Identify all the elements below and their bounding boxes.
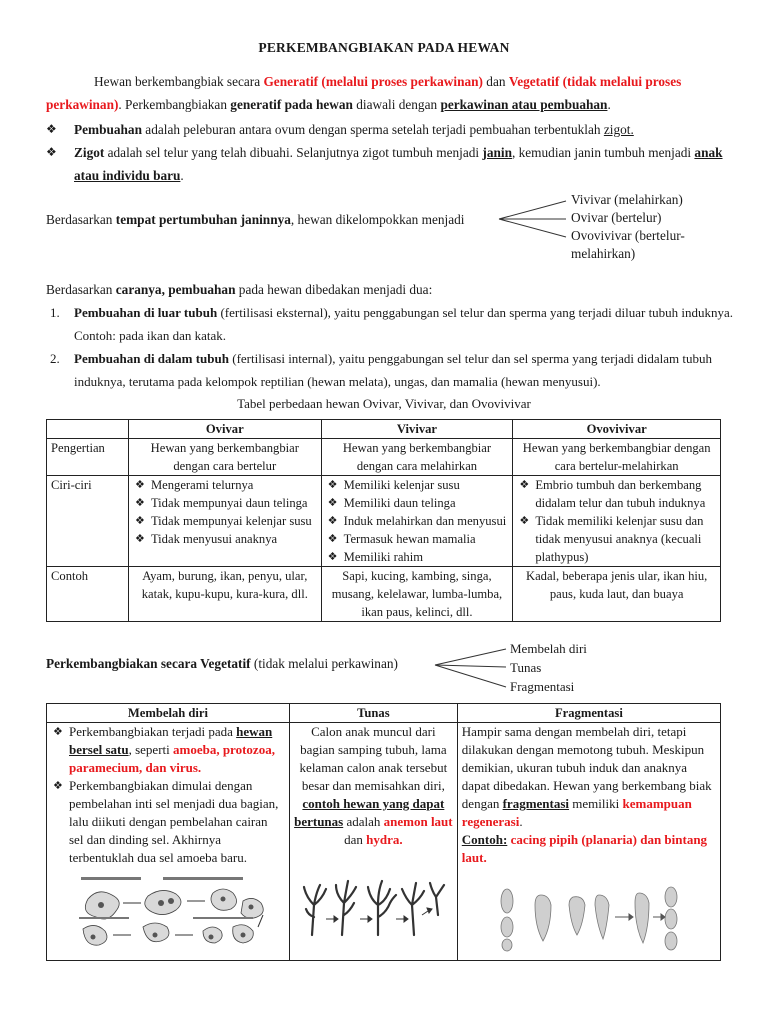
item-term: Pembuahan di luar tubuh (74, 305, 218, 320)
text: Hampir sama dengan membelah diri, tetapi dilakukan dengan memotong tubuh. Meskipun demikian, ukuran tubuh induk dan anaknya dapat dibedakan. Hewan yang berkembang biak dengan (461, 724, 712, 811)
list-item-text: Tidak mempunyai daun telinga (150, 496, 308, 510)
item-text: (fertilisasi internal), yaitu penggabungan sel telur dan sel sperma yang terjadi didalam tubuh induknya, terutama pada kelompok reptilian (hewan melata), ungas, dan mamalia (hewan menyusui). (74, 351, 713, 389)
text: adalah (343, 814, 384, 829)
list-item-text: Tidak menyusui anaknya (150, 532, 278, 546)
row-label: Ciri-ciri (47, 476, 129, 567)
page-title: PERKEMBANGBIAKAN PADA HEWAN (258, 40, 510, 55)
contoh-label: Contoh: (461, 832, 508, 847)
diamond-bullet-icon: ❖ (327, 532, 338, 545)
vegetatif-term: Vegetatif (tidak melalui proses perkawinan) (46, 74, 682, 112)
classification-post: , hewan dikelompokkan menjadi (290, 212, 465, 227)
diamond-bullet-icon: ❖ (134, 532, 145, 545)
header-membelah: Membelah diri (47, 704, 290, 723)
text-bold: hewan bersel satu (69, 724, 273, 757)
intro-text: . Perkembangbiakan (118, 97, 231, 112)
class-item-vivivar: Vivivar (melahirkan) (571, 192, 683, 207)
list-item-text: Termasuk hewan mamalia (343, 532, 476, 546)
zigot-term: zigot. (603, 122, 634, 137)
text: memiliki (569, 796, 623, 811)
list-item-text: Tidak mempunyai kelenjar susu (150, 514, 312, 528)
diamond-bullet-icon: ❖ (53, 725, 63, 738)
table1-caption: Tabel perbedaan hewan Ovivar, Vivivar, dan Ovovivivar (237, 396, 531, 411)
vegetatif-bold: Perkembangbiakan secara Vegetatif (46, 656, 251, 671)
header-vivivar: Vivivar (321, 420, 513, 439)
item-number: 1. (50, 305, 60, 320)
text: Perkembangbiakan terjadi pada (69, 724, 237, 739)
text: dan (344, 832, 367, 847)
list-item (51, 777, 285, 867)
vegetatif-table (46, 703, 721, 961)
diamond-bullet-icon: ❖ (327, 514, 338, 527)
text-red: kemampuan regenerasi (461, 796, 692, 829)
intro-text: Hewan berkembangbiak secara (94, 74, 264, 89)
diamond-bullet-icon: ❖ (46, 122, 57, 136)
item-text: (fertilisasi eksternal), yaitu penggabungan sel telur dan sperma yang terjadi diluar tubuh induknya. Contoh: pada ikan dan katak. (74, 305, 734, 343)
text: . (519, 814, 523, 829)
header-fragmentasi: Fragmentasi (457, 704, 720, 723)
classification-pre: Berdasarkan (46, 212, 116, 227)
fert-bold: caranya, pembuahan (115, 282, 236, 297)
cell-tunas (289, 723, 457, 961)
list-item (51, 723, 285, 777)
cell-pengertian-ovovivivar: Hewan yang berkembangbiar dengan cara bertelur-melahirkan (513, 439, 721, 476)
diamond-bullet-icon: ❖ (519, 514, 530, 527)
header-ovovivivar: Ovovivivar (513, 420, 721, 439)
text: , seperti (128, 742, 173, 757)
bullet-term: Pembuahan (74, 122, 142, 137)
diamond-bullet-icon: ❖ (519, 478, 530, 491)
generatif-hewan-term: generatif pada hewan (230, 97, 353, 112)
cell-pengertian-ovivar: Hewan yang berkembangbiar dengan cara bertelur (128, 439, 321, 476)
anak-term: anak atau individu baru (74, 145, 723, 183)
text-red: anemon laut (383, 814, 453, 829)
list-item-text: Memiliki kelenjar susu (343, 478, 460, 492)
diamond-bullet-icon: ❖ (134, 496, 145, 509)
text-red: amoeba, protozoa, paramecium, dan virus. (69, 742, 275, 775)
diamond-bullet-icon: ❖ (46, 145, 57, 159)
veg-item-membelah: Membelah diri (510, 641, 587, 656)
text-bold: fragmentasi (502, 796, 570, 811)
intro-text: diawali dengan (352, 97, 441, 112)
generatif-term: Generatif (melalui proses perkawinan) (263, 74, 483, 89)
planaria-fragmentation-illustration (489, 883, 689, 953)
text: Perkembangbiakan dimulai dengan pembelahan inti sel menjadi dua bagian, lalu diikuti dengan pembelahan cairan sel dan dinding sel. Akhirnya terbentuklah dua sel amoeba baru. (69, 778, 279, 865)
class-item-ovovivivar: Ovovivivar (bertelur-melahirkan) (571, 228, 685, 261)
text-red: hydra. (366, 832, 403, 847)
cell-contoh-ovovivivar: Kadal, beberapa jenis ular, ikan hiu, paus, kuda laut, dan buaya (513, 567, 721, 622)
janin-term: janin (482, 145, 512, 160)
list-item-text: Embrio tumbuh dan berkembang didalam telur dan tubuh induknya (535, 478, 706, 510)
row-label: Pengertian (47, 439, 129, 476)
diamond-bullet-icon: ❖ (327, 478, 338, 491)
diamond-bullet-icon: ❖ (134, 478, 145, 491)
intro-text: . (607, 97, 611, 112)
bullet-term: Zigot (74, 145, 105, 160)
text: Calon anak muncul dari bagian samping tubuh, lama kelaman calon anak tersebut besar dan memisahkan diri, (299, 724, 448, 793)
fert-post: pada hewan dibedakan menjadi dua: (235, 282, 433, 297)
header-ovivar: Ovivar (128, 420, 321, 439)
amoeba-division-illustration (53, 871, 283, 951)
diamond-bullet-icon: ❖ (134, 514, 145, 527)
classification-bold: tempat pertumbuhan janinnya (115, 212, 291, 227)
cell-membelah (47, 723, 290, 961)
list-item-text: Memiliki daun telinga (343, 496, 456, 510)
bullet-text: , kemudian janin tumbuh menjadi (511, 145, 695, 160)
header-tunas: Tunas (289, 704, 457, 723)
vegetatif-post: (tidak melalui perkawinan) (250, 656, 398, 671)
list-item-text: Memiliki rahim (343, 550, 424, 564)
list-item-text: Mengerami telurnya (150, 478, 254, 492)
class-item-ovivar: Ovivar (bertelur) (571, 210, 662, 225)
veg-item-fragmentasi: Fragmentasi (510, 679, 575, 694)
bullet-text: adalah sel telur yang telah dibuahi. Selanjutnya zigot tumbuh menjadi (104, 145, 483, 160)
bullet-text: . (180, 168, 184, 183)
text-bold: contoh hewan yang dapat bertunas (294, 796, 445, 829)
item-term: Pembuahan di dalam tubuh (74, 351, 229, 366)
cell-contoh-vivivar: Sapi, kucing, kambing, singa, musang, kelelawar, lumba-lumba, ikan paus, kelinci, dll. (321, 567, 513, 622)
perkawinan-term: perkawinan atau pembuahan (440, 97, 608, 112)
intro-text: dan (482, 74, 509, 89)
diamond-bullet-icon: ❖ (327, 496, 338, 509)
hydra-budding-illustration (298, 875, 448, 941)
vegetatif-bracket (435, 649, 506, 687)
fert-pre: Berdasarkan (46, 282, 116, 297)
cell-pengertian-vivivar: Hewan yang berkembangbiar dengan cara melahirkan (321, 439, 513, 476)
text-red: cacing pipih (planaria) dan bintang laut. (461, 832, 708, 865)
cell-fragmentasi (457, 723, 720, 961)
veg-item-tunas: Tunas (510, 660, 542, 675)
cell-contoh-ovivar: Ayam, burung, ikan, penyu, ular, katak, kupu-kupu, kura-kura, dll. (128, 567, 321, 622)
table-header-row (47, 704, 721, 723)
diamond-bullet-icon: ❖ (53, 779, 63, 792)
classification-bracket (499, 201, 566, 237)
list-item-text: Induk melahirkan dan menyusui (343, 514, 507, 528)
item-number: 2. (50, 351, 60, 366)
table-row (47, 723, 721, 961)
diamond-bullet-icon: ❖ (327, 550, 338, 563)
row-label: Contoh (47, 567, 129, 622)
bullet-text: adalah peleburan antara ovum dengan sperma setelah terjadi pembuahan terbentuklah (141, 122, 604, 137)
list-item-text: Tidak memiliki kelenjar susu dan tidak menyusui anaknya (kecuali plathypus) (535, 514, 704, 564)
